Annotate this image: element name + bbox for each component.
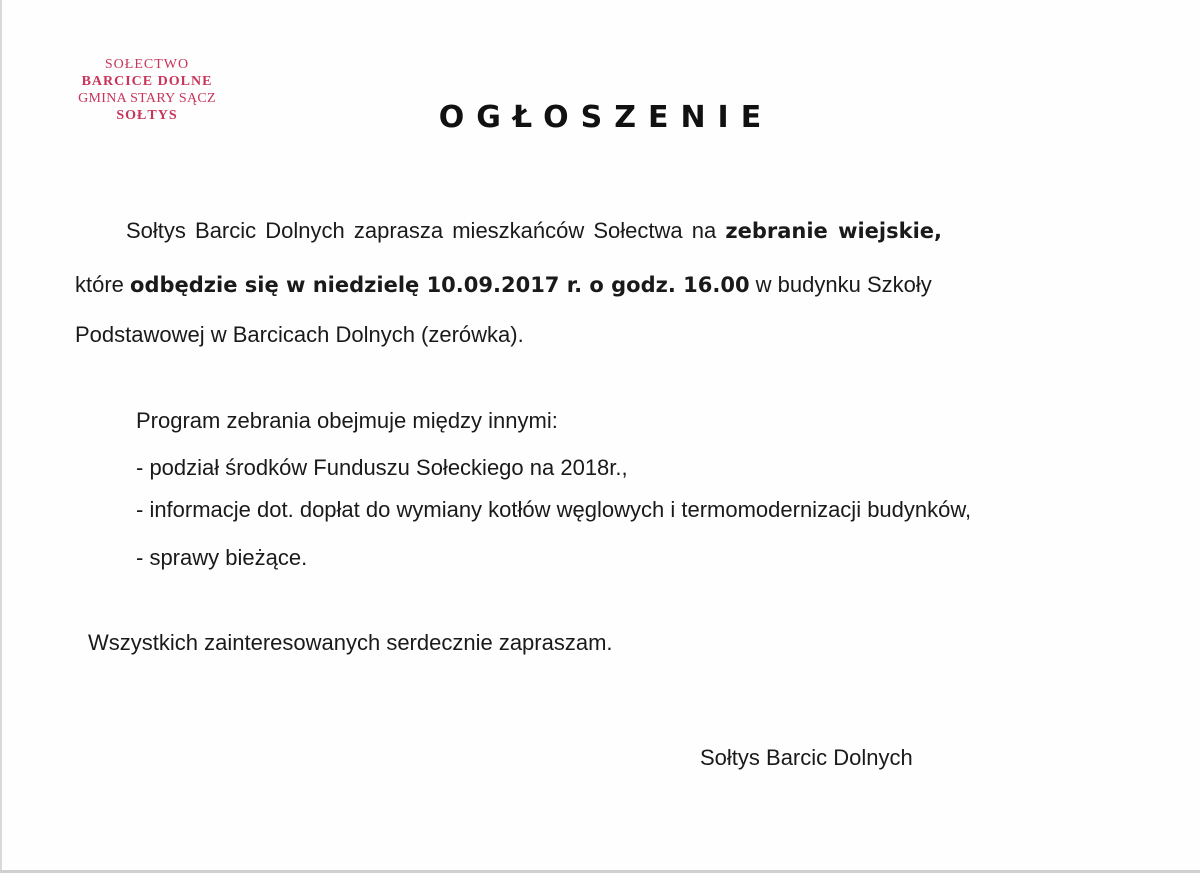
stamp-line-4: SOŁTYS (116, 108, 178, 123)
program-intro: Program zebrania obejmuje między innymi: (136, 408, 558, 433)
stamp-line-1: SOŁECTWO (104, 57, 190, 72)
meeting-datetime: odbędzie się w niedzielę 10.09.2017 r. o godz. 16.00 (130, 273, 750, 297)
paragraph-line-3: Podstawowej w Barcicach Dolnych (zerówka). (75, 322, 524, 347)
paragraph-line-2-text-b: w budynku Szkoły (749, 272, 932, 297)
closing-line: Wszystkich zainteresowanych serdecznie zapraszam. (88, 630, 613, 655)
page-title: OGŁOSZENIE (438, 100, 774, 135)
paragraph-line-1-text: Sołtys Barcic Dolnych zaprasza mieszkańców Sołectwa na (126, 218, 726, 243)
program-item: - podział środków Funduszu Sołeckiego na 2018r., (136, 455, 628, 480)
paragraph-line-2-text-a: które (75, 272, 131, 297)
meeting-type: zebranie wiejskie, (725, 219, 943, 243)
stamp-line-3: GMINA STARY SĄCZ (78, 91, 216, 106)
paragraph-line-2 (75, 272, 932, 298)
program-item: - informacje dot. dopłat do wymiany kotłów węglowych i termomodernizacji budynków, (136, 497, 972, 522)
program-item: - sprawy bieżące. (136, 545, 308, 570)
signature: Sołtys Barcic Dolnych (700, 745, 913, 770)
paragraph-line-1 (126, 218, 942, 244)
stamp-line-2: BARCICE DOLNE (81, 74, 213, 89)
